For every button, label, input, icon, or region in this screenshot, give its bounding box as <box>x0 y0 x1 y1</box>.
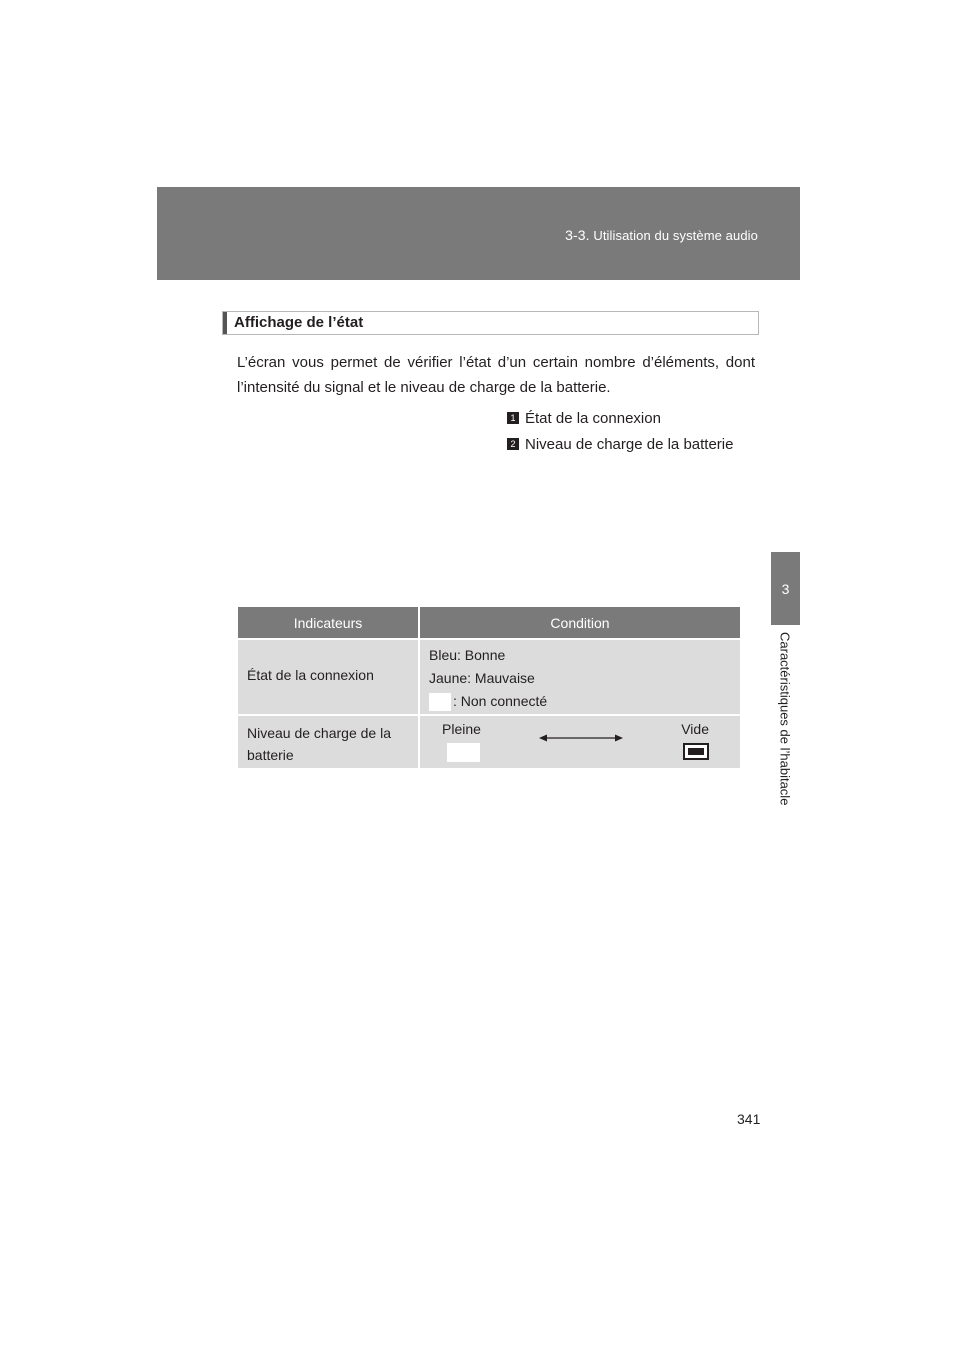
page-number: 341 <box>737 1111 761 1127</box>
table-header-row <box>238 607 740 639</box>
table-row <box>238 639 740 715</box>
indicator-cell: État de la connexion <box>238 639 419 715</box>
indicator-table <box>238 607 740 768</box>
double-arrow-icon <box>538 731 624 745</box>
indicator-cell: Niveau de charge de la batterie <box>238 715 419 768</box>
number-1-icon: 1 <box>507 412 519 424</box>
battery-full-icon <box>447 743 480 762</box>
chapter-title: Caractéristiques de l’habitacle <box>777 632 793 806</box>
not-connected-icon <box>429 693 451 711</box>
section-heading: Affichage de l’état <box>234 314 364 331</box>
condition-line: Bleu: Bonne <box>429 647 506 663</box>
empty-label: Vide <box>681 721 709 737</box>
chapter-tab <box>771 552 800 625</box>
chapter-number: 3 <box>781 580 790 597</box>
table-row <box>238 715 740 768</box>
intro-paragraph: L’écran vous permet de vérifier l’état d’un certain nombre d’éléments, dont l’intensité du signal et le niveau de charge de la batterie. <box>237 354 755 396</box>
battery-empty-icon <box>683 743 709 760</box>
legend-label: Niveau de charge de la batterie <box>525 436 734 453</box>
legend-item <box>507 410 661 427</box>
number-2-icon: 2 <box>507 438 519 450</box>
section-heading-box <box>222 311 759 335</box>
section-number: 3-3. <box>565 227 590 243</box>
battery-condition-cell <box>419 715 740 768</box>
section-title: Utilisation du système audio <box>593 228 758 243</box>
legend-item <box>507 436 733 453</box>
header-condition: Condition <box>419 607 740 639</box>
full-label: Pleine <box>442 721 481 737</box>
condition-cell <box>419 639 740 715</box>
header-band <box>157 187 800 280</box>
condition-text: : Non connecté <box>453 693 548 709</box>
heading-accent-bar <box>223 312 227 334</box>
condition-line: Jaune: Mauvaise <box>429 670 535 686</box>
condition-line <box>429 690 740 713</box>
section-breadcrumb <box>565 227 758 243</box>
header-indicators: Indicateurs <box>238 607 419 639</box>
legend-label: État de la connexion <box>525 410 661 427</box>
